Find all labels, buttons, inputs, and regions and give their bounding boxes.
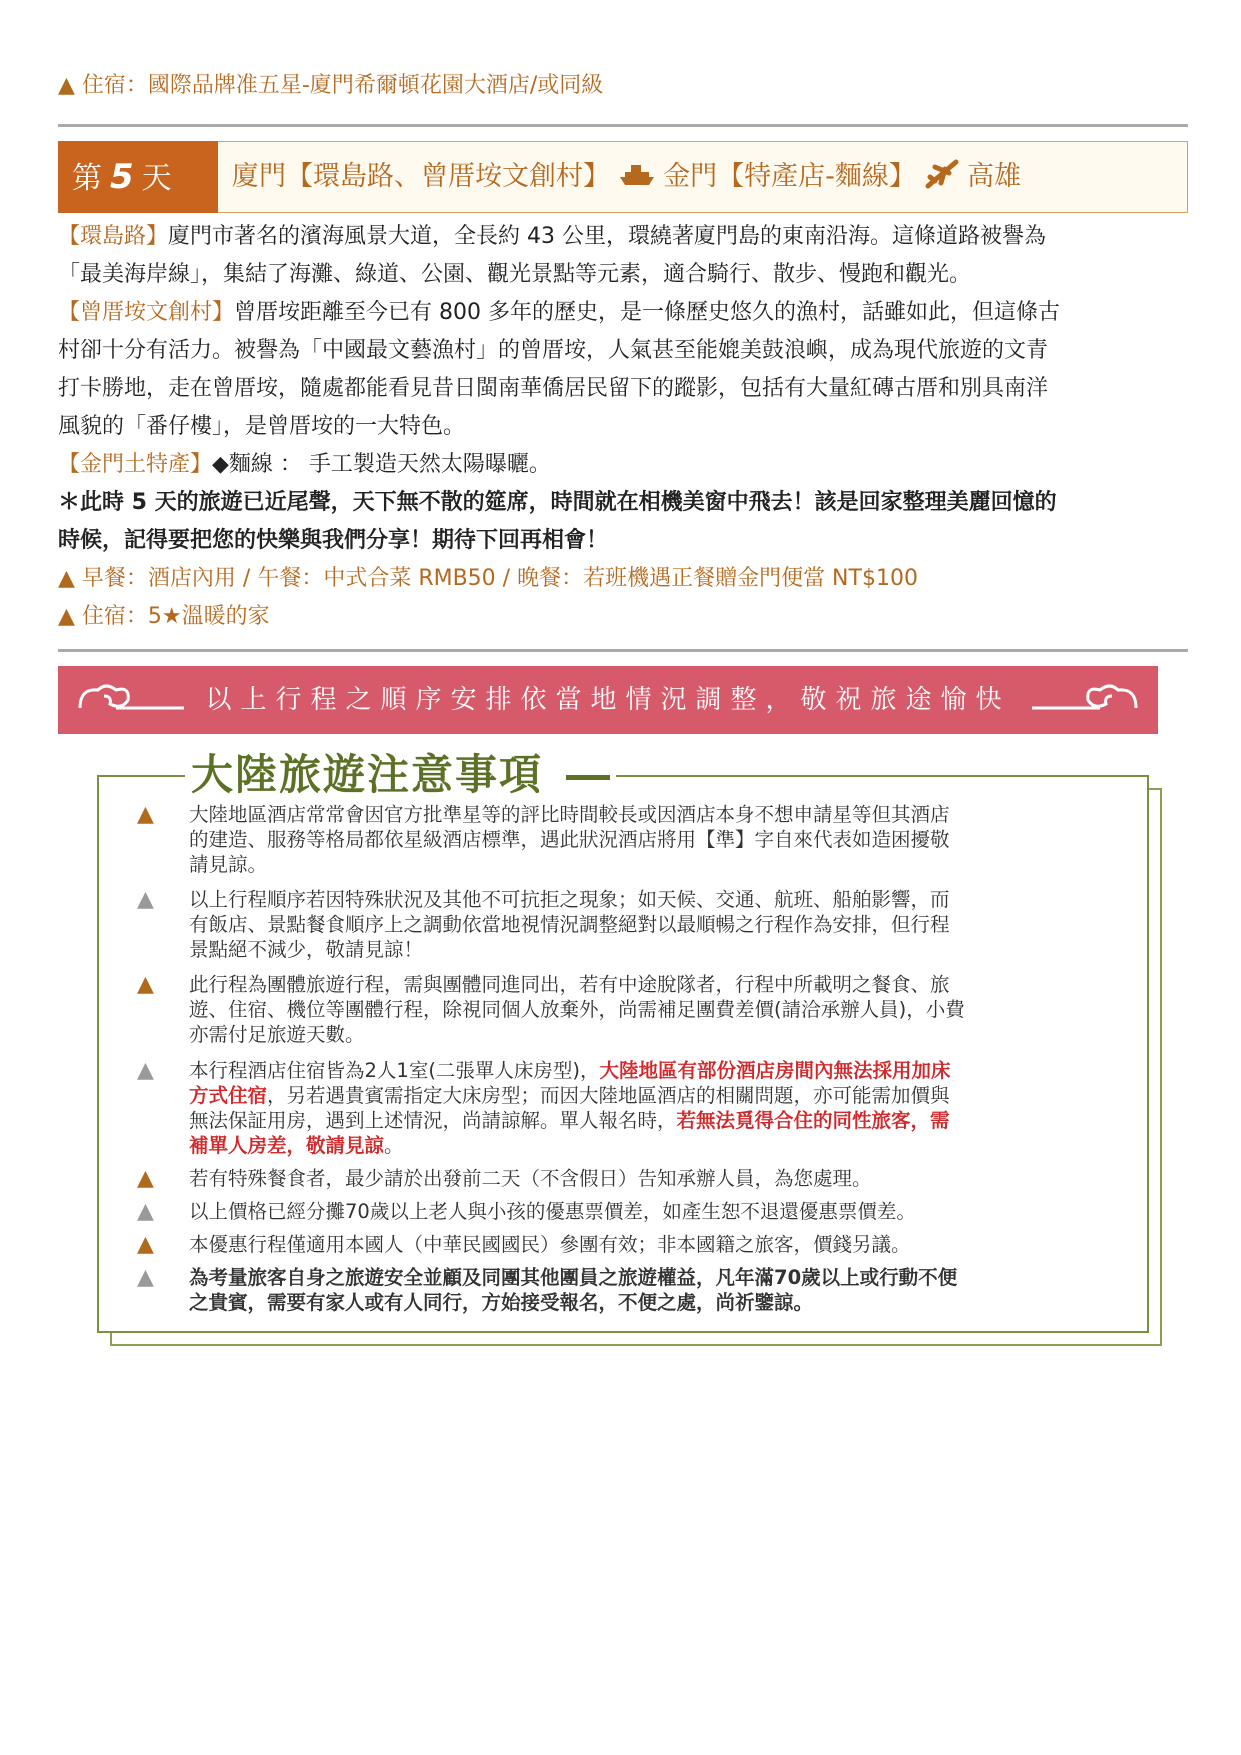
triangle-bullet-icon: ▲: [137, 1199, 154, 1224]
note-line: [189, 1108, 1129, 1133]
triangle-bullet-icon: ▲: [58, 604, 75, 629]
paragraph-line: [58, 218, 1046, 256]
note-line: 若有特殊餐食者，最少請於出發前二天（不含假日）告知承辦人員，為您處理。: [189, 1167, 872, 1190]
day-label: [58, 141, 218, 213]
note-line: 為考量旅客自身之旅遊安全並顧及同團其他團員之旅遊權益，凡年滿70歲以上或行動不便: [189, 1266, 958, 1289]
triangle-bullet-icon: ▲: [137, 1058, 154, 1083]
note-line: 遊、住宿、機位等團體行程，除視同個人放棄外，尚需補足團費差價(請洽承辦人員)，小費: [189, 998, 965, 1021]
day-title-kinmen: 金門【特產店-麵線】: [663, 161, 916, 192]
triangle-bullet-icon: ▲: [137, 972, 154, 997]
meals-line: [58, 560, 918, 598]
tag-huandao-road: 【環島路】: [58, 224, 169, 249]
note-text-emphasis: 方式住宿: [189, 1084, 268, 1107]
divider: [58, 124, 1188, 127]
paragraph-line: 「最美海岸線」，集結了海灘、綠道、公園、觀光景點等元素，適合騎行、散步、慢跑和觀光。: [58, 262, 972, 287]
divider: [58, 649, 1188, 652]
day-suffix: 天: [141, 161, 172, 196]
note-line: 景點絕不減少，敬請見諒！: [189, 938, 424, 961]
banner-text: 以上行程之順序安排依當地情況調整，敬祝旅途愉快: [205, 685, 1011, 715]
note-line: 之貴賓，需要有家人或有人同行，方始接受報名，不便之處，尚祈鑒諒。: [189, 1291, 814, 1314]
note-line: [189, 1083, 1129, 1108]
note-text: 。: [384, 1134, 404, 1157]
tag-zengcuoan: 【曾厝垵文創村】: [58, 300, 235, 325]
text-line: 廈門市著名的濱海風景大道，全長約 43 公里，環繞著廈門島的東南沿海。這條道路被譽為: [168, 224, 1046, 249]
title-underline: [566, 775, 610, 780]
lodging-line: [58, 598, 270, 636]
top-lodging-text: 住宿：國際品牌准五星-廈門希爾頓花園大酒店/或同級: [81, 73, 604, 98]
triangle-bullet-icon: ▲: [58, 73, 75, 98]
note-line: 的建造、服務等格局都依星級酒店標準，遇此狀況酒店將用【準】字自來代表如造困擾敬: [189, 828, 950, 851]
triangle-bullet-icon: ▲: [58, 566, 75, 591]
note-text-emphasis: 大陸地區有部份酒店房間內無法採用加床: [599, 1059, 951, 1082]
closing-banner: [58, 666, 1158, 734]
note-text-emphasis: 補單人房差，敬請見諒: [189, 1134, 385, 1157]
notes-title-text: 大陸旅遊注意事項: [191, 750, 544, 799]
note-line: 以上價格已經分攤70歲以上老人與小孩的優惠票價差，如產生恕不退還優惠票價差。: [189, 1200, 916, 1223]
note-text: 本行程酒店住宿皆為2人1室(二張單人床房型)，: [189, 1059, 600, 1082]
paragraph-line: [58, 294, 1060, 332]
triangle-bullet-icon: ▲: [137, 802, 154, 827]
note-line: 亦需付足旅遊天數。: [189, 1023, 365, 1046]
tag-kinmen-specialty: 【金門土特產】: [58, 452, 213, 477]
note-text: 無法保証用房，遇到上述情況，尚請諒解。單人報名時，: [189, 1109, 677, 1132]
note-line: 以上行程順序若因特殊狀況及其他不可抗拒之現象；如天候、交通、航班、船舶影響，而: [189, 888, 950, 911]
note-line: 有飯店、景點餐食順序上之調動依當地視情況調整絕對以最順暢之行程作為安排，但行程: [189, 913, 950, 936]
paragraph-line: [58, 446, 551, 484]
note-line: 請見諒。: [189, 853, 268, 876]
day-title-xiamen: 廈門【環島路、曾厝垵文創村】: [232, 161, 610, 192]
meals-text: 早餐：酒店內用 / 午餐：中式合菜 RMB50 / 晚餐：若班機遇正餐贈金門便當 NT$100: [81, 566, 918, 591]
text-line: ◆麵線 ： 手工製造天然太陽曝曬。: [212, 452, 551, 477]
note-line: 本優惠行程僅適用本國人（中華民國國民）參團有效；非本國籍之旅客，價錢另議。: [189, 1233, 911, 1256]
day-title: [232, 141, 1021, 213]
note-line: [189, 1133, 1129, 1158]
triangle-bullet-icon: ▲: [137, 887, 154, 912]
closing-text: 時候，記得要把您的快樂與我們分享！期待下回再相會！: [58, 528, 609, 553]
note-line: [189, 1058, 1129, 1083]
triangle-bullet-icon: ▲: [137, 1166, 154, 1191]
note-line: 大陸地區酒店常常會因官方批準星等的評比時間較長或因酒店本身不想申請星等但其酒店: [189, 803, 950, 826]
note-text: ，另若遇貴賓需指定大床房型；而因大陸地區酒店的相關問題，亦可能需加價與: [267, 1084, 950, 1107]
triangle-bullet-icon: ▲: [137, 1265, 154, 1290]
ship-icon: [619, 163, 655, 187]
day-number: 5: [110, 157, 134, 197]
paragraph-line: 村卻十分有活力。被譽為「中國最文藝漁村」的曾厝垵，人氣甚至能媲美鼓浪嶼，成為現代旅遊的文青: [58, 338, 1049, 363]
top-lodging-line: [58, 67, 603, 105]
triangle-bullet-icon: ▲: [137, 1232, 154, 1257]
note-text-emphasis: 若無法覓得合住的同性旅客，需: [676, 1109, 950, 1132]
paragraph-line: 風貌的「番仔樓」，是曾厝垵的一大特色。: [58, 414, 466, 439]
lodging-text: 住宿：5★溫暖的家: [81, 604, 270, 629]
airplane-icon: [925, 159, 959, 189]
closing-text: ＊此時 5 天的旅遊已近尾聲，天下無不散的筵席，時間就在相機美窗中飛去！該是回家整理美麗回憶的: [58, 490, 1057, 515]
day-title-kaohsiung: 高雄: [967, 161, 1022, 192]
paragraph-line: 打卡勝地，走在曾厝垵，隨處都能看見昔日閩南華僑居民留下的蹤影，包括有大量紅磚古厝和別具南洋: [58, 376, 1049, 401]
text-line: 曾厝垵距離至今已有 800 多年的歷史，是一條歷史悠久的漁村，話雖如此，但這條古: [234, 300, 1060, 325]
notes-title: [185, 742, 616, 802]
day-prefix: 第: [72, 161, 102, 196]
note-line: 此行程為團體旅遊行程，需與團體同進同出，若有中途脫隊者，行程中所載明之餐食、旅: [189, 973, 950, 996]
